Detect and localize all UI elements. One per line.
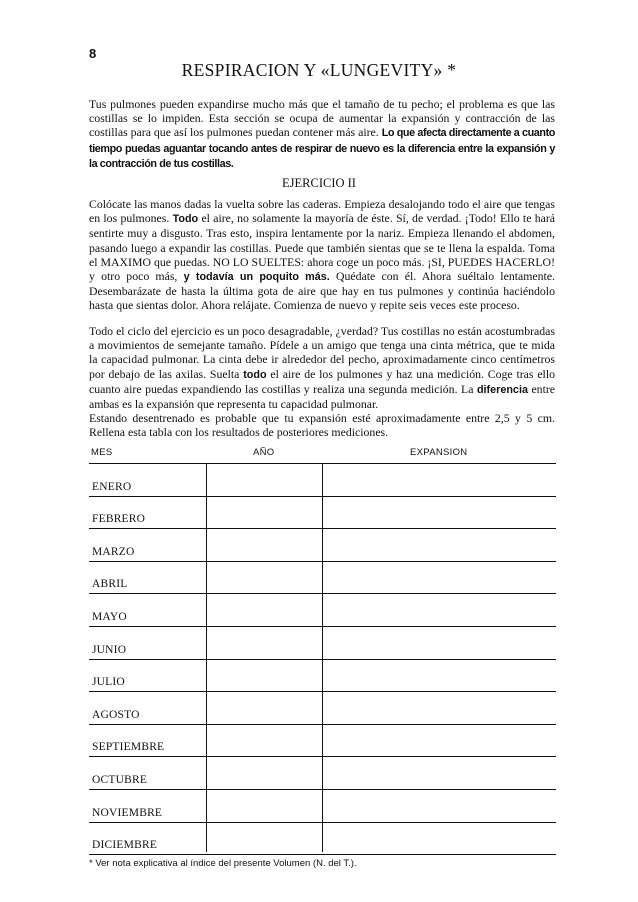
month-label: NOVIEMBRE <box>92 806 163 819</box>
measurement-text-c: el aire de los pulmones y haz una medición. Coge tras ello cuanto aire puedas expandiendo las costillas y realiza una segunda medición. La <box>89 366 556 396</box>
exercise-title: EJERCICIO II <box>282 176 356 190</box>
measurement-paragraph <box>89 324 555 411</box>
intro-bold-text: Lo que afecta directamente a cuanto tiempo puedas aguantar tocando antes de respirar de nuevo es la diferencia entre la expansión y la contracción de tus costillas. <box>89 127 555 170</box>
column-header-ano: AÑO <box>253 447 275 458</box>
intro-text: Tus pulmones pueden expandirse mucho más que el tamaño de tu pecho; el problema es que las costillas se lo impiden. Esta sección se ocupa de aumentar la expansión y contracción de las costillas para que así los pulmones puedan contener más aire. <box>89 97 555 140</box>
page-number: 8 <box>89 46 97 61</box>
month-label: JUNIO <box>92 643 127 656</box>
month-label: DICIEMBRE <box>92 839 158 852</box>
measurement-text-a: Todo el ciclo del ejercicio es un poco desagradable, ¿verdad? Tus costillas no están acostumbradas a movimientos de semejante tamaño. Pídele a un amigo que tenga una cinta métrica, que te mida la capacidad pulmonar. La cinta debe ir alrededor del pecho, aproximadamente cinco centímetros por debajo de las axilas. Suelta <box>89 324 555 381</box>
month-label: AGOSTO <box>92 708 140 721</box>
intro-paragraph <box>89 97 555 171</box>
column-header-expansion: EXPANSION <box>410 447 468 458</box>
month-label: OCTUBRE <box>92 773 148 786</box>
measurement-bold-todo: todo <box>243 368 267 381</box>
month-label: ENERO <box>92 480 132 493</box>
exercise-text-c: el aire, no solamente la mayoría de éste. Sí, de verdad. ¡Todo! Ello te hará sentirte muy a disgusto. Tras esto, inspira lentamente por la nariz. Empieza llenando el abdomen, pasando luego a expandir las costillas. Puede que también sientas que se te llena la espalda. Toma el MAXIMO que puedas. NO LO SUELTES: ahora coge un poco más. ¡SI, PUEDES HACERLO! y otro poco más, <box>89 211 555 284</box>
exercise-bold-todo: Todo <box>172 213 199 226</box>
month-label: MARZO <box>92 545 135 558</box>
table-intro-paragraph: Estando desentrenado es probable que tu expansión esté aproximadamente entre 2,5 y 5 cm. Rellena esta tabla con los resultados de posteriores mediciones. <box>89 411 555 440</box>
month-label: SEPTIEMBRE <box>92 741 165 754</box>
table-column-divider <box>322 463 323 852</box>
measurement-text-e: entre ambas es la expansión que representa tu capacidad pulmonar. <box>89 381 556 412</box>
month-label: FEBRERO <box>92 513 146 526</box>
table-column-divider <box>206 463 207 852</box>
exercise-text-e: Quédate con él. Ahora suéltalo lentamente. Desembarázate de hasta la última gota de aire que hay en tus pulmones y continúa haciéndolo hasta que sientas dolor. Ahora relájate. Comienza de nuevo y repite seis veces este proceso. <box>89 269 555 313</box>
month-label: ABRIL <box>92 578 128 591</box>
column-header-mes: MES <box>91 447 113 458</box>
month-label: JULIO <box>92 676 125 689</box>
measurement-bold-diferencia: diferencia <box>476 383 528 396</box>
exercise-text-a: Colócate las manos dadas la vuelta sobre las caderas. Empieza desalojando todo el aire que tengas en los pulmones. <box>89 197 555 226</box>
month-label: MAYO <box>92 610 127 623</box>
exercise-paragraph <box>89 197 555 313</box>
page-title: RESPIRACION Y «LUNGEVITY» * <box>181 60 457 80</box>
footnote: * Ver nota explicativa al índice del presente Volumen (N. del T.). <box>89 858 357 869</box>
exercise-bold-poquito: y todavía un poquito más. <box>183 271 330 284</box>
